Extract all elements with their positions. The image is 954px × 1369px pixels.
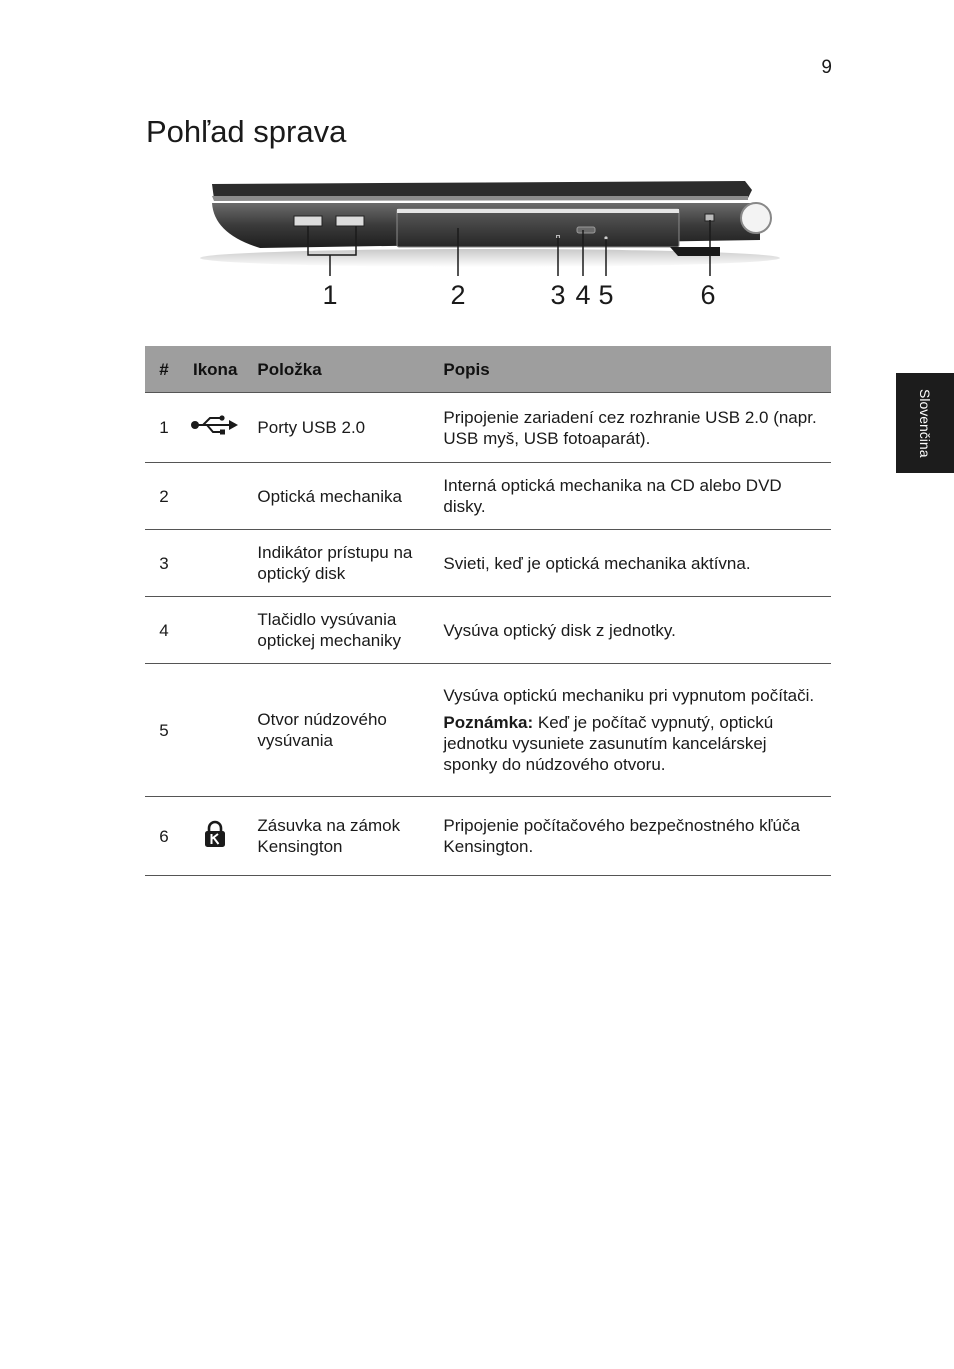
callout-label-2: 2 <box>450 280 466 310</box>
row-description <box>433 463 831 530</box>
row-number: 3 <box>145 530 183 597</box>
row-item: Indikátor prístupu na optický disk <box>247 530 433 597</box>
callout-label-6: 6 <box>700 280 716 310</box>
table-row <box>145 797 831 876</box>
note-label: Poznámka: <box>443 713 534 732</box>
row-item: Optická mechanika <box>247 463 433 530</box>
table-row <box>145 597 831 664</box>
callout-label-3: 3 <box>550 280 566 310</box>
row-icon-cell <box>183 463 247 530</box>
row-icon-cell <box>183 530 247 597</box>
lid-hinge <box>741 203 771 233</box>
row-note <box>443 712 821 775</box>
row-description-text: Pripojenie zariadení cez rozhranie USB 2.0 (napr. USB myš, USB fotoaparát). <box>443 407 817 448</box>
row-item: Porty USB 2.0 <box>247 393 433 463</box>
row-description-text: Svieti, keď je optická mechanika aktívna. <box>443 553 751 573</box>
drive-top-strip <box>397 209 679 213</box>
kensington-lock-icon <box>204 820 226 848</box>
table-row <box>145 463 831 530</box>
row-description <box>433 597 831 664</box>
ports-table <box>145 346 831 876</box>
callout-label-1: 1 <box>322 280 338 310</box>
optical-drive-bay <box>397 209 679 247</box>
row-number: 5 <box>145 664 183 797</box>
header-icon: Ikona <box>183 346 247 393</box>
row-number: 6 <box>145 797 183 876</box>
header-number: # <box>145 346 183 393</box>
page-title: Pohľad sprava <box>146 114 347 149</box>
row-icon-cell <box>183 597 247 664</box>
drive-eject-button <box>577 227 595 233</box>
row-description-text: Vysúva optický disk z jednotky. <box>443 620 676 640</box>
usb-port-left <box>294 216 322 226</box>
laptop-lid-edge <box>212 196 748 201</box>
row-item: Zásuvka na zámok Kensington <box>247 797 433 876</box>
table-header-row <box>145 346 831 393</box>
row-icon-cell <box>183 393 247 463</box>
callout-label-4: 4 <box>575 280 591 310</box>
row-description-text: Interná optická mechanika na CD alebo DVD disky. <box>443 476 782 516</box>
language-tab-label: Slovenčina <box>917 388 933 458</box>
usb-icon <box>189 414 241 436</box>
row-number: 4 <box>145 597 183 664</box>
row-description <box>433 393 831 463</box>
kensington-slot <box>705 214 714 221</box>
row-icon-cell <box>183 797 247 876</box>
header-item: Položka <box>247 346 433 393</box>
table-row <box>145 393 831 463</box>
row-item: Otvor núdzového vysúvania <box>247 664 433 797</box>
note-text: Keď je počítač vypnutý, optickú jednotku vysuniete zasunutím kancelárskej sponky do núdzového otvoru. <box>443 713 774 774</box>
page-number: 9 <box>821 57 832 78</box>
row-description <box>433 530 831 597</box>
callout-label-5: 5 <box>598 280 614 310</box>
table-row <box>145 530 831 597</box>
row-description <box>433 664 831 797</box>
row-description <box>433 797 831 876</box>
laptop-foot <box>670 247 720 256</box>
row-item: Tlačidlo vysúvania optickej mechaniky <box>247 597 433 664</box>
table-row <box>145 664 831 797</box>
row-number: 1 <box>145 393 183 463</box>
usb-port-right <box>336 216 364 226</box>
row-description-text: Vysúva optickú mechaniku pri vypnutom počítači. <box>443 686 815 705</box>
row-description-text: Pripojenie počítačového bezpečnostného kľúča Kensington. <box>443 816 800 856</box>
header-description: Popis <box>433 346 831 393</box>
row-icon-cell <box>183 664 247 797</box>
row-number: 2 <box>145 463 183 530</box>
language-tab <box>896 373 954 473</box>
